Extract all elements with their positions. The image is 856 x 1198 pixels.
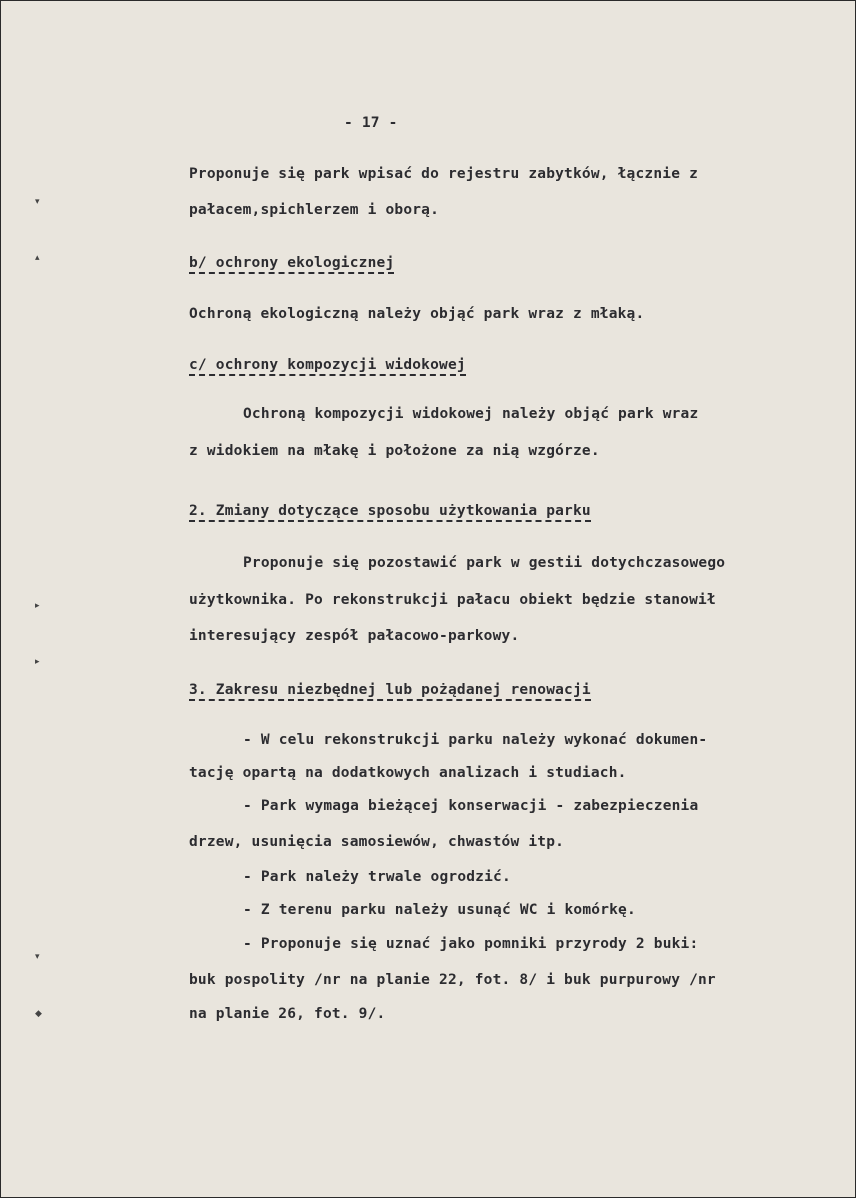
text-line: Proponuje się pozostawić park w gestii dotychczasowego <box>243 555 726 571</box>
text-line: - Park należy trwale ogrodzić. <box>243 869 511 885</box>
text-line: interesujący zespół pałacowo-parkowy. <box>189 628 520 644</box>
text-line: - Z terenu parku należy usunąć WC i komórkę. <box>243 902 636 918</box>
text-line: buk pospolity /nr na planie 22, fot. 8/ i buk purpurowy /nr <box>189 972 716 988</box>
margin-dot: ▴ <box>35 253 40 263</box>
margin-dot: ▸ <box>35 601 40 611</box>
text-line: na planie 26, fot. 9/. <box>189 1006 386 1022</box>
text-line: Proponuje się park wpisać do rejestru zabytków, łącznie z <box>189 166 698 182</box>
text-line: - Proponuje się uznać jako pomniki przyrody 2 buki: <box>243 936 699 952</box>
margin-dot: ▾ <box>35 197 40 207</box>
text-line: - Park wymaga bieżącej konserwacji - zabezpieczenia <box>243 798 699 814</box>
section-heading-c: c/ ochrony kompozycji widokowej <box>189 357 466 376</box>
section-heading-2: 2. Zmiany dotyczące sposobu użytkowania parku <box>189 503 591 522</box>
text-line: drzew, usunięcia samosiewów, chwastów itp. <box>189 834 565 850</box>
text-line: Ochroną kompozycji widokowej należy objąć park wraz <box>243 406 699 422</box>
text-line: - W celu rekonstrukcji parku należy wykonać dokumen- <box>243 732 708 748</box>
text-line: użytkownika. Po rekonstrukcji pałacu obiekt będzie stanowił <box>189 592 716 608</box>
margin-dot: ▸ <box>35 657 40 667</box>
margin-dot: ◆ <box>35 1009 42 1019</box>
page-number: - 17 - <box>344 115 398 131</box>
text-line: z widokiem na młakę i położone za nią wzgórze. <box>189 443 600 459</box>
text-line: Ochroną ekologiczną należy objąć park wraz z młaką. <box>189 306 645 322</box>
section-heading-3: 3. Zakresu niezbędnej lub pożądanej renowacji <box>189 682 591 701</box>
section-heading-b: b/ ochrony ekologicznej <box>189 255 394 274</box>
margin-dot: ▾ <box>35 952 40 962</box>
text-line: pałacem,spichlerzem i oborą. <box>189 202 440 218</box>
text-line: tację opartą na dodatkowych analizach i studiach. <box>189 765 627 781</box>
